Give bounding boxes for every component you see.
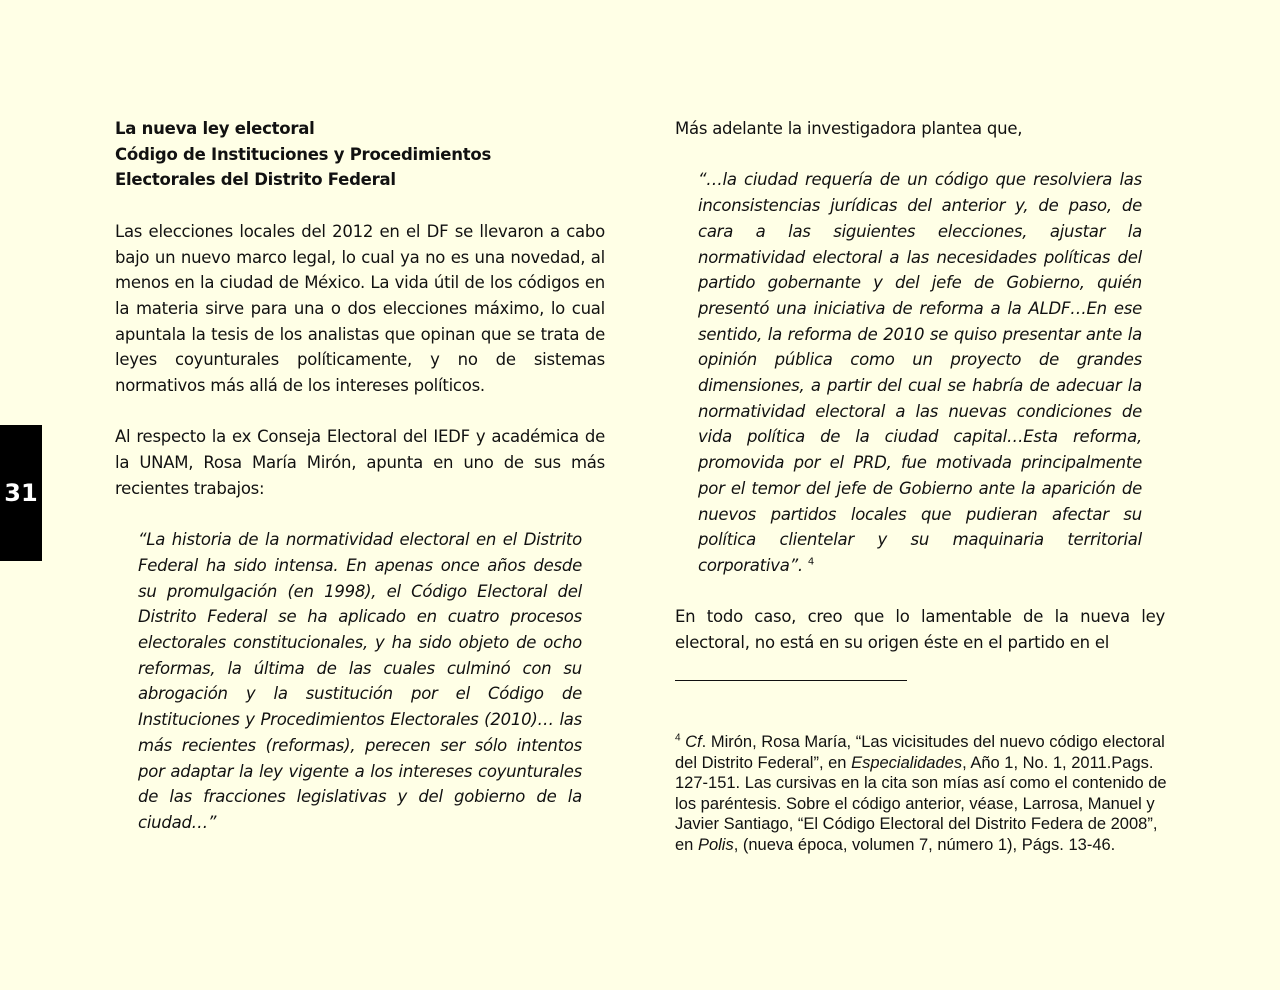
- footnote-text-2: , Año 1, No. 1, 2011.Pags. 127-151. Las cursivas en la cita son mías así como el contenido de los paréntesis. Sobre el código anterior, véase, Larrosa, Manuel y Javier Santiago, “El Código Electoral del Distrito Federa de 2008”, en: [675, 753, 1167, 854]
- body-paragraph-1: Las elecciones locales del 2012 en el DF se llevaron a cabo bajo un nuevo marco legal, lo cual ya no es una novedad, al menos en la ciudad de México. La vida útil de los códigos en la materia sirve para una o dos elecciones máximo, lo cual apuntala la tesis de los analistas que opinan que se trata de leyes coyunturales políticamente, y no de sistemas normativos más allá de los intereses políticos.: [115, 221, 605, 396]
- section-heading: [115, 116, 605, 193]
- left-column: [115, 116, 605, 836]
- heading-line-1: La nueva ley electoral: [115, 119, 315, 138]
- quote-text: “…la ciudad requería de un código que resolviera las inconsistencias jurídicas del anterior y, de paso, de cara a las siguientes elecciones, ajustar la normatividad electoral a las necesidades políticas del partido gobernante y del jefe de Gobierno, quién presentó una iniciativa de reforma a la ALDF…En ese sentido, la reforma de 2010 se quiso presentar ante la opinión pública como un proyecto de grandes dimensiones, a partir del cual se habría de adecuar la normatividad electoral a las nuevas condiciones de vida política de la ciudad capital…Esta reforma, promovida por el PRD, fue motivada principalmente por el temor del jefe de Gobierno ante la aparición de nuevos partidos locales que pudieran afectar su política clientelar y su maquinaria territorial corporativa”.: [698, 170, 1142, 575]
- footnote-number: 4: [675, 732, 681, 744]
- right-column: [675, 116, 1165, 656]
- footnote-cf: Cf: [685, 733, 702, 751]
- page-number-tab: [0, 425, 42, 561]
- heading-line-2: Código de Instituciones y Procedimientos: [115, 144, 492, 164]
- heading-line-3: Electorales del Distrito Federal: [115, 170, 396, 190]
- page-number: 31: [4, 479, 38, 507]
- footnote-journal-1: Especialidades: [851, 753, 963, 772]
- closing-paragraph: En todo caso, creo que lo lamentable de la nueva ley electoral, no está en su origen éste en el partido en el: [675, 607, 1165, 653]
- footnote: [675, 732, 1167, 856]
- intro-paragraph: Más adelante la investigadora plantea que,: [675, 119, 1023, 138]
- footnote-separator: [675, 680, 907, 681]
- footnote-text-3: , (nueva época, volumen 7, número 1), Págs. 13-46.: [733, 835, 1116, 854]
- footnote-reference[interactable]: 4: [807, 556, 815, 568]
- block-quote-miron-1: “La historia de la normatividad electoral en el Distrito Federal ha sido intensa. En apenas once años desde su promulgación (en 1998), el Código Electoral del Distrito Federal se ha aplicado en cuatro procesos electorales constitucionales, y ha sido objeto de ocho reformas, la última de las cuales culminó con su abrogación y la sustitución por el Código de Instituciones y Procedimientos Electorales (2010)… las más recientes (reformas), perecen ser sólo intentos por adaptar la ley vigente a los intereses coyunturales de las fracciones legislativas y del gobierno de la ciudad…”: [138, 530, 582, 832]
- footnote-journal-2: Polis: [697, 835, 734, 854]
- body-paragraph-2: Al respecto la ex Conseja Electoral del IEDF y académica de la UNAM, Rosa María Mirón, apunta en uno de sus más recientes trabajos:: [115, 427, 605, 498]
- footnote-text-1: . Mirón, Rosa María, “Las vicisitudes del nuevo código electoral del Distrito Federal”, en: [675, 733, 1165, 772]
- block-quote-miron-2: [698, 167, 1142, 578]
